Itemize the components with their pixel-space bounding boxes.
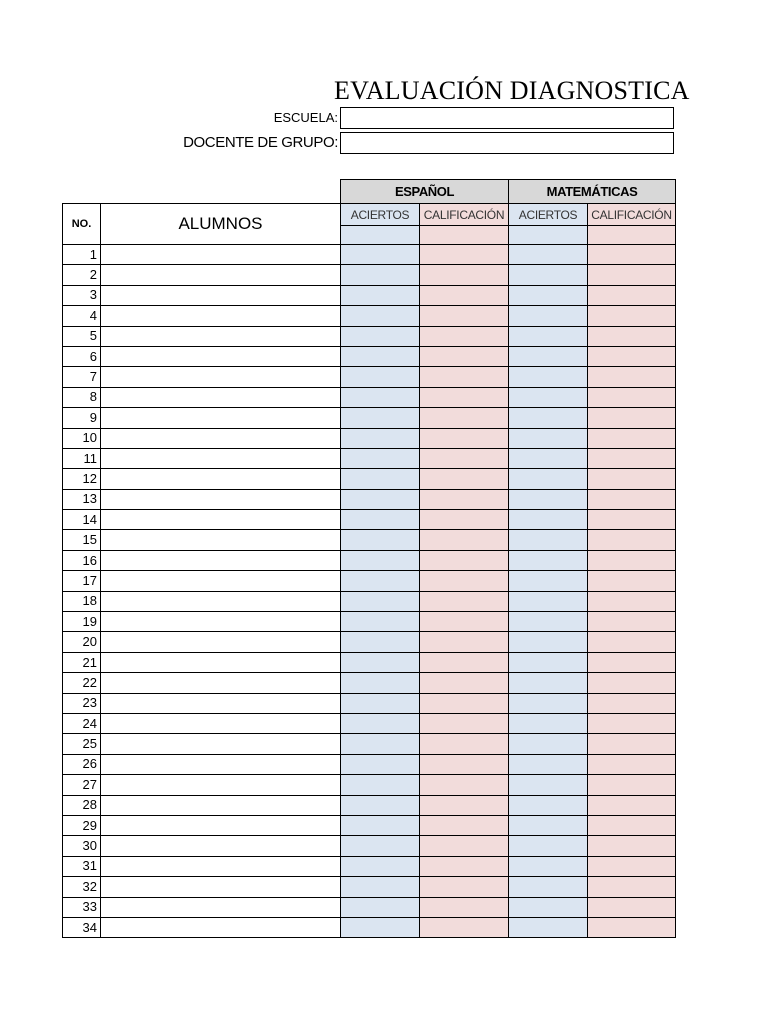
row-number: 1	[63, 245, 101, 265]
espanol-calificacion-cell[interactable]	[420, 448, 509, 468]
matematicas-calificacion-cell[interactable]	[588, 673, 676, 693]
espanol-calificacion-cell[interactable]	[420, 265, 509, 285]
row-number: 25	[63, 734, 101, 754]
student-name-cell[interactable]	[101, 550, 341, 570]
row-number: 19	[63, 612, 101, 632]
espanol-aciertos-cell[interactable]	[341, 245, 420, 265]
espanol-aciertos-cell[interactable]	[341, 775, 420, 795]
matematicas-aciertos-cell[interactable]	[509, 530, 588, 550]
espanol-calificacion-cell[interactable]	[420, 877, 509, 897]
row-number: 32	[63, 877, 101, 897]
matematicas-calificacion-cell[interactable]	[588, 326, 676, 346]
student-name-cell[interactable]	[101, 408, 341, 428]
row-number: 23	[63, 693, 101, 713]
espanol-aciertos-cell[interactable]	[341, 571, 420, 591]
matematicas-aciertos-cell[interactable]	[509, 408, 588, 428]
espanol-calificacion-cell[interactable]	[420, 346, 509, 366]
matematicas-calificacion-cell[interactable]	[588, 836, 676, 856]
table-row	[63, 469, 676, 489]
table-row	[63, 795, 676, 815]
matematicas-calificacion-cell[interactable]	[588, 632, 676, 652]
matematicas-aciertos-cell[interactable]	[509, 469, 588, 489]
student-name-cell[interactable]	[101, 612, 341, 632]
espanol-calificacion-cell[interactable]	[420, 591, 509, 611]
row-number: 30	[63, 836, 101, 856]
blank-cell	[101, 180, 341, 204]
espanol-calificacion-cell[interactable]	[420, 652, 509, 672]
matematicas-calificacion-cell[interactable]	[588, 795, 676, 815]
espanol-aciertos-cell[interactable]	[341, 897, 420, 917]
subject-header-matematicas: MATEMÁTICAS	[509, 180, 676, 204]
row-number: 29	[63, 815, 101, 835]
row-number: 16	[63, 550, 101, 570]
matematicas-aciertos-cell[interactable]	[509, 448, 588, 468]
matematicas-aciertos-cell[interactable]	[509, 612, 588, 632]
matematicas-aciertos-cell[interactable]	[509, 265, 588, 285]
espanol-aciertos-cell[interactable]	[341, 652, 420, 672]
table-row	[63, 713, 676, 733]
espanol-aciertos-cell[interactable]	[341, 877, 420, 897]
student-name-cell[interactable]	[101, 591, 341, 611]
row-number: 22	[63, 673, 101, 693]
row-number: 9	[63, 408, 101, 428]
espanol-aciertos-cell[interactable]	[341, 367, 420, 387]
matematicas-calificacion-cell[interactable]	[588, 877, 676, 897]
espanol-calificacion-cell[interactable]	[420, 285, 509, 305]
matematicas-aciertos-cell[interactable]	[509, 387, 588, 407]
row-number: 10	[63, 428, 101, 448]
espanol-calificacion-cell[interactable]	[420, 775, 509, 795]
student-name-cell[interactable]	[101, 326, 341, 346]
table-row	[63, 530, 676, 550]
matematicas-aciertos-cell[interactable]	[509, 734, 588, 754]
blank-cell	[63, 180, 101, 204]
espanol-calificacion-cell[interactable]	[420, 897, 509, 917]
row-number: 15	[63, 530, 101, 550]
espanol-calificacion-header: CALIFICACIÓN	[420, 204, 509, 226]
row-number: 11	[63, 448, 101, 468]
no-column-header: NO.	[63, 204, 101, 245]
espanol-calificacion-cell[interactable]	[420, 713, 509, 733]
row-number: 17	[63, 571, 101, 591]
matematicas-aciertos-cell[interactable]	[509, 754, 588, 774]
matematicas-calificacion-cell[interactable]	[588, 713, 676, 733]
espanol-calificacion-cell[interactable]	[420, 612, 509, 632]
espanol-calificacion-cell[interactable]	[420, 226, 509, 245]
matematicas-aciertos-cell[interactable]	[509, 306, 588, 326]
student-name-cell[interactable]	[101, 306, 341, 326]
matematicas-calificacion-cell[interactable]	[588, 346, 676, 366]
matematicas-calificacion-cell[interactable]	[588, 367, 676, 387]
table-row	[63, 550, 676, 570]
matematicas-aciertos-cell[interactable]	[509, 693, 588, 713]
espanol-aciertos-cell[interactable]	[341, 693, 420, 713]
matematicas-aciertos-cell[interactable]	[509, 652, 588, 672]
student-name-cell[interactable]	[101, 448, 341, 468]
espanol-aciertos-cell[interactable]	[341, 754, 420, 774]
table-row	[63, 591, 676, 611]
row-number: 12	[63, 469, 101, 489]
matematicas-aciertos-cell[interactable]	[509, 673, 588, 693]
matematicas-aciertos-cell[interactable]	[509, 326, 588, 346]
table-row	[63, 245, 676, 265]
row-number: 4	[63, 306, 101, 326]
row-number: 6	[63, 346, 101, 366]
espanol-aciertos-cell[interactable]	[341, 612, 420, 632]
matematicas-calificacion-cell[interactable]	[588, 754, 676, 774]
espanol-aciertos-cell[interactable]	[341, 469, 420, 489]
matematicas-aciertos-cell[interactable]	[509, 815, 588, 835]
matematicas-aciertos-cell[interactable]	[509, 856, 588, 876]
student-name-cell[interactable]	[101, 346, 341, 366]
student-name-cell[interactable]	[101, 530, 341, 550]
student-name-cell[interactable]	[101, 734, 341, 754]
espanol-calificacion-cell[interactable]	[420, 408, 509, 428]
espanol-calificacion-cell[interactable]	[420, 489, 509, 509]
espanol-calificacion-cell[interactable]	[420, 428, 509, 448]
table-row	[63, 693, 676, 713]
matematicas-calificacion-cell[interactable]	[588, 530, 676, 550]
student-name-cell[interactable]	[101, 652, 341, 672]
row-number: 2	[63, 265, 101, 285]
column-header-row	[63, 204, 676, 226]
espanol-aciertos-cell[interactable]	[341, 428, 420, 448]
espanol-calificacion-cell[interactable]	[420, 836, 509, 856]
matematicas-aciertos-cell[interactable]	[509, 591, 588, 611]
school-field[interactable]	[340, 107, 674, 129]
row-number: 14	[63, 510, 101, 530]
document-title: EVALUACIÓN DIAGNOSTICA	[334, 76, 690, 105]
student-name-cell[interactable]	[101, 367, 341, 387]
espanol-calificacion-cell[interactable]	[420, 673, 509, 693]
row-number: 5	[63, 326, 101, 346]
student-name-cell[interactable]	[101, 856, 341, 876]
espanol-aciertos-cell[interactable]	[341, 530, 420, 550]
espanol-calificacion-cell[interactable]	[420, 326, 509, 346]
espanol-aciertos-cell[interactable]	[341, 306, 420, 326]
student-name-cell[interactable]	[101, 917, 341, 937]
espanol-calificacion-cell[interactable]	[420, 795, 509, 815]
matematicas-calificacion-cell[interactable]	[588, 897, 676, 917]
student-name-cell[interactable]	[101, 428, 341, 448]
espanol-aciertos-cell[interactable]	[341, 489, 420, 509]
matematicas-calificacion-cell[interactable]	[588, 428, 676, 448]
espanol-calificacion-cell[interactable]	[420, 510, 509, 530]
table-row	[63, 428, 676, 448]
table-row	[63, 815, 676, 835]
table-row	[63, 836, 676, 856]
matematicas-calificacion-cell[interactable]	[588, 550, 676, 570]
matematicas-aciertos-cell[interactable]	[509, 489, 588, 509]
espanol-calificacion-cell[interactable]	[420, 550, 509, 570]
matematicas-aciertos-cell[interactable]	[509, 550, 588, 570]
table-row	[63, 285, 676, 305]
student-name-cell[interactable]	[101, 469, 341, 489]
table-row	[63, 632, 676, 652]
table-row	[63, 612, 676, 632]
row-number: 8	[63, 387, 101, 407]
matematicas-aciertos-cell[interactable]	[509, 632, 588, 652]
espanol-aciertos-cell[interactable]	[341, 917, 420, 937]
matematicas-calificacion-cell[interactable]	[588, 448, 676, 468]
matematicas-aciertos-cell[interactable]	[509, 897, 588, 917]
matematicas-aciertos-cell[interactable]	[509, 285, 588, 305]
row-number: 3	[63, 285, 101, 305]
espanol-aciertos-cell[interactable]	[341, 550, 420, 570]
student-name-cell[interactable]	[101, 836, 341, 856]
matematicas-aciertos-cell[interactable]	[509, 775, 588, 795]
matematicas-calificacion-cell[interactable]	[588, 652, 676, 672]
espanol-aciertos-cell[interactable]	[341, 591, 420, 611]
student-name-cell[interactable]	[101, 285, 341, 305]
student-name-cell[interactable]	[101, 387, 341, 407]
table-row	[63, 408, 676, 428]
matematicas-calificacion-header: CALIFICACIÓN	[588, 204, 676, 226]
matematicas-calificacion-cell[interactable]	[588, 917, 676, 937]
matematicas-aciertos-cell[interactable]	[509, 226, 588, 245]
table-row	[63, 387, 676, 407]
espanol-calificacion-cell[interactable]	[420, 469, 509, 489]
student-name-cell[interactable]	[101, 489, 341, 509]
matematicas-calificacion-cell[interactable]	[588, 306, 676, 326]
espanol-aciertos-header: ACIERTOS	[341, 204, 420, 226]
table-row	[63, 489, 676, 509]
matematicas-aciertos-header: ACIERTOS	[509, 204, 588, 226]
matematicas-calificacion-cell[interactable]	[588, 571, 676, 591]
teacher-field[interactable]	[340, 132, 674, 154]
row-number: 26	[63, 754, 101, 774]
espanol-calificacion-cell[interactable]	[420, 306, 509, 326]
espanol-aciertos-cell[interactable]	[341, 856, 420, 876]
espanol-aciertos-cell[interactable]	[341, 408, 420, 428]
matematicas-calificacion-cell[interactable]	[588, 387, 676, 407]
row-number: 20	[63, 632, 101, 652]
matematicas-calificacion-cell[interactable]	[588, 285, 676, 305]
matematicas-calificacion-cell[interactable]	[588, 591, 676, 611]
matematicas-calificacion-cell[interactable]	[588, 612, 676, 632]
table-row	[63, 856, 676, 876]
student-name-cell[interactable]	[101, 775, 341, 795]
matematicas-aciertos-cell[interactable]	[509, 245, 588, 265]
espanol-aciertos-cell[interactable]	[341, 326, 420, 346]
table-row	[63, 265, 676, 285]
espanol-aciertos-cell[interactable]	[341, 285, 420, 305]
row-number: 28	[63, 795, 101, 815]
matematicas-aciertos-cell[interactable]	[509, 428, 588, 448]
matematicas-aciertos-cell[interactable]	[509, 510, 588, 530]
student-rows	[63, 245, 676, 938]
espanol-aciertos-cell[interactable]	[341, 815, 420, 835]
matematicas-aciertos-cell[interactable]	[509, 836, 588, 856]
school-label: ESCUELA:	[273, 110, 338, 125]
table-row	[63, 877, 676, 897]
table-row	[63, 734, 676, 754]
row-number: 7	[63, 367, 101, 387]
espanol-aciertos-cell[interactable]	[341, 632, 420, 652]
table-row	[63, 571, 676, 591]
student-name-cell[interactable]	[101, 265, 341, 285]
espanol-calificacion-cell[interactable]	[420, 917, 509, 937]
espanol-aciertos-cell[interactable]	[341, 510, 420, 530]
matematicas-aciertos-cell[interactable]	[509, 367, 588, 387]
students-column-header: ALUMNOS	[101, 204, 341, 245]
table-row	[63, 652, 676, 672]
student-name-cell[interactable]	[101, 693, 341, 713]
espanol-calificacion-cell[interactable]	[420, 245, 509, 265]
evaluation-table	[62, 179, 676, 938]
row-number: 13	[63, 489, 101, 509]
table-row	[63, 346, 676, 366]
matematicas-calificacion-cell[interactable]	[588, 226, 676, 245]
matematicas-aciertos-cell[interactable]	[509, 917, 588, 937]
row-number: 18	[63, 591, 101, 611]
matematicas-aciertos-cell[interactable]	[509, 877, 588, 897]
table-row	[63, 326, 676, 346]
matematicas-calificacion-cell[interactable]	[588, 489, 676, 509]
student-name-cell[interactable]	[101, 795, 341, 815]
espanol-aciertos-cell[interactable]	[341, 226, 420, 245]
subject-header-espanol: ESPAÑOL	[341, 180, 509, 204]
subject-header-row	[63, 180, 676, 204]
matematicas-calificacion-cell[interactable]	[588, 469, 676, 489]
espanol-aciertos-cell[interactable]	[341, 387, 420, 407]
student-name-cell[interactable]	[101, 510, 341, 530]
row-number: 31	[63, 856, 101, 876]
espanol-calificacion-cell[interactable]	[420, 754, 509, 774]
student-name-cell[interactable]	[101, 897, 341, 917]
espanol-aciertos-cell[interactable]	[341, 734, 420, 754]
matematicas-calificacion-cell[interactable]	[588, 245, 676, 265]
espanol-calificacion-cell[interactable]	[420, 693, 509, 713]
espanol-aciertos-cell[interactable]	[341, 265, 420, 285]
espanol-calificacion-cell[interactable]	[420, 734, 509, 754]
espanol-aciertos-cell[interactable]	[341, 448, 420, 468]
row-number: 24	[63, 713, 101, 733]
row-number: 21	[63, 652, 101, 672]
espanol-aciertos-cell[interactable]	[341, 346, 420, 366]
teacher-label: DOCENTE DE GRUPO:	[183, 134, 338, 151]
student-name-cell[interactable]	[101, 571, 341, 591]
table-row	[63, 897, 676, 917]
espanol-calificacion-cell[interactable]	[420, 632, 509, 652]
espanol-calificacion-cell[interactable]	[420, 387, 509, 407]
table-row	[63, 917, 676, 937]
espanol-aciertos-cell[interactable]	[341, 795, 420, 815]
espanol-calificacion-cell[interactable]	[420, 530, 509, 550]
matematicas-aciertos-cell[interactable]	[509, 713, 588, 733]
espanol-calificacion-cell[interactable]	[420, 815, 509, 835]
row-number: 34	[63, 917, 101, 937]
table-row	[63, 673, 676, 693]
matematicas-calificacion-cell[interactable]	[588, 815, 676, 835]
matematicas-calificacion-cell[interactable]	[588, 734, 676, 754]
table-row	[63, 510, 676, 530]
espanol-aciertos-cell[interactable]	[341, 673, 420, 693]
student-name-cell[interactable]	[101, 673, 341, 693]
matematicas-calificacion-cell[interactable]	[588, 856, 676, 876]
matematicas-calificacion-cell[interactable]	[588, 775, 676, 795]
matematicas-calificacion-cell[interactable]	[588, 510, 676, 530]
student-name-cell[interactable]	[101, 754, 341, 774]
student-name-cell[interactable]	[101, 877, 341, 897]
table-row	[63, 754, 676, 774]
student-name-cell[interactable]	[101, 245, 341, 265]
matematicas-calificacion-cell[interactable]	[588, 265, 676, 285]
table-row	[63, 367, 676, 387]
table-row	[63, 448, 676, 468]
matematicas-calificacion-cell[interactable]	[588, 693, 676, 713]
matematicas-calificacion-cell[interactable]	[588, 408, 676, 428]
row-number: 33	[63, 897, 101, 917]
table-row	[63, 775, 676, 795]
matematicas-aciertos-cell[interactable]	[509, 346, 588, 366]
matematicas-aciertos-cell[interactable]	[509, 795, 588, 815]
student-name-cell[interactable]	[101, 815, 341, 835]
student-name-cell[interactable]	[101, 713, 341, 733]
espanol-calificacion-cell[interactable]	[420, 856, 509, 876]
espanol-aciertos-cell[interactable]	[341, 713, 420, 733]
espanol-aciertos-cell[interactable]	[341, 836, 420, 856]
espanol-calificacion-cell[interactable]	[420, 367, 509, 387]
espanol-calificacion-cell[interactable]	[420, 571, 509, 591]
row-number: 27	[63, 775, 101, 795]
table-row	[63, 306, 676, 326]
matematicas-aciertos-cell[interactable]	[509, 571, 588, 591]
student-name-cell[interactable]	[101, 632, 341, 652]
